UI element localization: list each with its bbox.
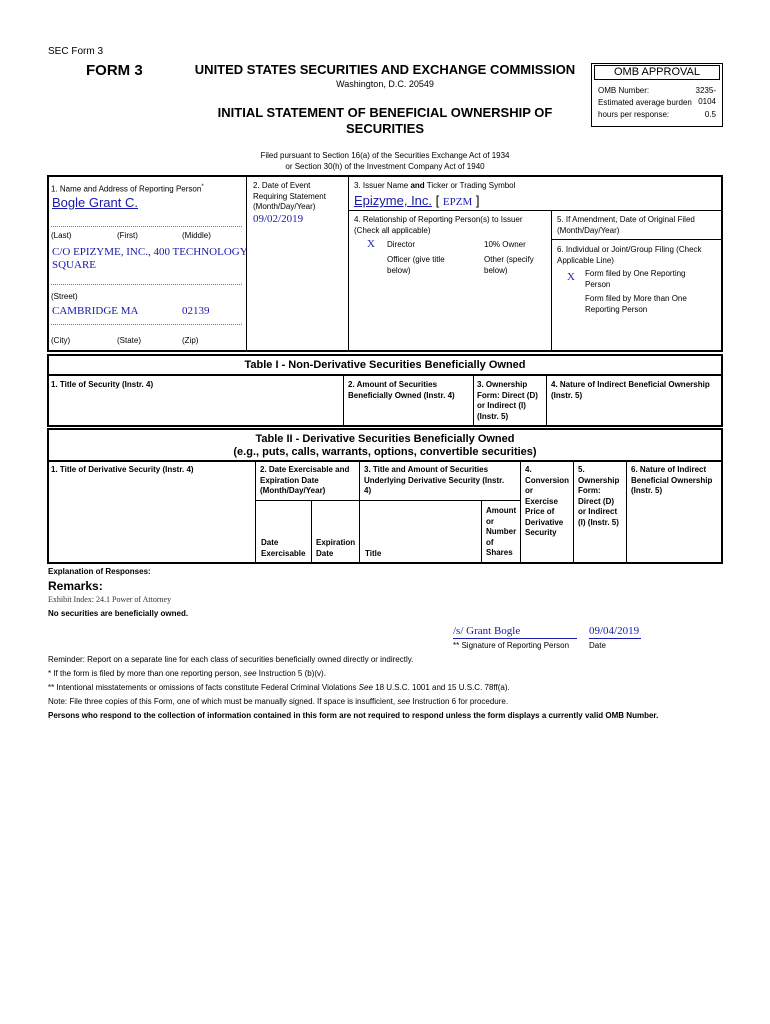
officer-label: Officer (give title below) bbox=[387, 255, 445, 275]
address-line2: SQUARE bbox=[52, 259, 97, 271]
table-2-sub-title: Title bbox=[365, 549, 382, 558]
omb-hours-value: 0.5 bbox=[704, 110, 716, 119]
table-2-col-nature: 6. Nature of Indirect Beneficial Ownership (Instr. 5) bbox=[631, 465, 713, 495]
street-label: (Street) bbox=[51, 292, 78, 301]
table-1-col-amount: 2. Amount of Securities Beneficially Owned (Instr. 4) bbox=[348, 380, 455, 400]
agency-title: UNITED STATES SECURITIES AND EXCHANGE COMMISSION bbox=[194, 62, 576, 77]
form-number: FORM 3 bbox=[86, 62, 143, 79]
ten-percent-owner-label: 10% Owner bbox=[484, 240, 526, 249]
other-label: Other (specify below) bbox=[484, 255, 534, 275]
table-2-col-ownership: 5. Ownership Form: Direct (D) or Indirect (I) (Instr. 5) bbox=[578, 465, 620, 527]
director-check-mark[interactable]: X bbox=[367, 238, 375, 250]
table-2-col-title: 1. Title of Derivative Security (Instr. 4) bbox=[51, 465, 194, 474]
relationship-label2: (Check all applicable) bbox=[354, 225, 431, 235]
table-1-col-ownership: 3. Ownership Form: Direct (D) or Indirect (I) (Instr. 5) bbox=[477, 380, 538, 421]
filed-by-one-check-mark[interactable]: X bbox=[567, 271, 575, 283]
filing-type-label: 6. Individual or Joint/Group Filing (Check Applicable Line) bbox=[557, 245, 702, 265]
signature-label: ** Signature of Reporting Person bbox=[453, 641, 570, 650]
signature: /s/ Grant Bogle bbox=[453, 625, 521, 637]
table-2-col-conversion: 4. Conversion or Exercise Price of Derivative Security bbox=[525, 465, 570, 537]
event-date-label3: (Month/Day/Year) bbox=[253, 202, 316, 211]
omb-number-label: OMB Number: bbox=[598, 86, 650, 95]
omb-notice: Persons who respond to the collection of information contained in this form are not required to respond unless the form displays a currently valid OMB Number. bbox=[48, 711, 659, 720]
filed-pursuant-line2: or Section 30(h) of the Investment Company Act of 1940 bbox=[285, 161, 485, 171]
issuer-name-line: Epizyme, Inc. [ EPZM ] bbox=[354, 193, 480, 208]
table-2-col-underlying: 3. Title and Amount of Securities Underlying Derivative Security (Instr. 4) bbox=[364, 465, 505, 495]
omb-hours-label: hours per response: bbox=[598, 110, 670, 119]
table-1-col-title: 1. Title of Security (Instr. 4) bbox=[51, 380, 154, 389]
director-label: Director bbox=[387, 240, 416, 249]
signature-date: 09/04/2019 bbox=[589, 625, 640, 637]
state-label: (State) bbox=[117, 336, 142, 345]
omb-number-value: 3235-0104 bbox=[695, 86, 716, 106]
sec-form-label: SEC Form 3 bbox=[48, 46, 104, 57]
filed-pursuant bbox=[185, 151, 585, 172]
table-1-col-nature: 4. Nature of Indirect Beneficial Ownership (Instr. 5) bbox=[551, 380, 710, 400]
reporting-zip: 02139 bbox=[182, 305, 210, 317]
explanation-label: Explanation of Responses: bbox=[48, 567, 151, 576]
table-2-sub-expiration: Expiration Date bbox=[316, 538, 356, 558]
note-misstatements: ** Intentional misstatements or omissions of facts constitute Federal Criminal Violations See 18 U.S.C. 1001 and 15 U.S.C. 78ff(a). bbox=[48, 683, 510, 692]
exhibit-index: Exhibit Index: 24.1 Power of Attorney bbox=[48, 595, 172, 604]
reporting-person-name[interactable]: Bogle Grant C. bbox=[52, 195, 138, 210]
event-date-value: 09/02/2019 bbox=[253, 213, 304, 225]
event-date-label bbox=[253, 181, 326, 213]
relationship-label bbox=[354, 215, 523, 236]
event-date-label2: Requiring Statement bbox=[253, 191, 326, 201]
omb-title: OMB APPROVAL bbox=[594, 65, 720, 80]
remarks-label: Remarks: bbox=[48, 579, 103, 593]
reporting-person-label: 1. Name and Address of Reporting Person* bbox=[51, 184, 204, 194]
reminder-note: Reminder: Report on a separate line for each class of securities beneficially owned directly or indirectly. bbox=[48, 655, 414, 664]
issuer-label: 3. Issuer Name and Ticker or Trading Symbol bbox=[354, 181, 516, 190]
table-2-sub-amount: Amount or Number of Shares bbox=[486, 506, 517, 557]
filed-by-more-label: Form filed by More than One Reporting Person bbox=[585, 294, 687, 314]
form-title bbox=[185, 105, 585, 137]
agency-location: Washington, D.C. 20549 bbox=[336, 79, 434, 89]
filed-pursuant-line1: Filed pursuant to Section 16(a) of the Securities Exchange Act of 1934 bbox=[260, 151, 510, 160]
signature-date-label: Date bbox=[589, 641, 606, 650]
reporting-address bbox=[52, 246, 248, 272]
form-title-line2: SECURITIES bbox=[345, 121, 424, 136]
table-2-title: Table II - Derivative Securities Beneficially Owned (e.g., puts, calls, warrants, options, convertible securities) bbox=[233, 433, 537, 458]
city-label: (City) bbox=[51, 336, 71, 345]
note-multiple-reporting: * If the form is filed by more than one reporting person, see Instruction 5 (b)(v). bbox=[48, 669, 326, 678]
event-date-label1: 2. Date of Event bbox=[253, 181, 311, 190]
table-2-col-date: 2. Date Exercisable and Expiration Date (Month/Day/Year) bbox=[260, 465, 350, 495]
table-1-title: Table I - Non-Derivative Securities Beneficially Owned bbox=[244, 359, 526, 371]
last-label: (Last) bbox=[51, 231, 72, 240]
form-title-line1: INITIAL STATEMENT OF BENEFICIAL OWNERSHIP OF bbox=[217, 105, 553, 120]
filed-by-one-label: Form filed by One Reporting Person bbox=[585, 269, 686, 289]
relationship-label1: 4. Relationship of Reporting Person(s) to Issuer bbox=[354, 215, 523, 224]
address-line1: C/O EPIZYME, INC., 400 TECHNOLOGY bbox=[52, 246, 248, 258]
first-label: (First) bbox=[117, 231, 138, 240]
issuer-name[interactable]: Epizyme, Inc. bbox=[354, 193, 433, 208]
omb-burden-label: Estimated average burden bbox=[598, 98, 692, 107]
issuer-ticker: EPZM bbox=[442, 196, 473, 208]
note-copies: Note: File three copies of this Form, one of which must be manually signed. If space is insufficient, see Instruction 6 for procedure. bbox=[48, 697, 509, 706]
zip-label: (Zip) bbox=[182, 336, 199, 345]
amendment-label: 5. If Amendment, Date of Original Filed (Month/Day/Year) bbox=[557, 215, 695, 235]
table-2-sub-date-exercisable: Date Exercisable bbox=[261, 538, 306, 558]
reporting-city: CAMBRIDGE MA bbox=[52, 305, 139, 317]
middle-label: (Middle) bbox=[182, 231, 211, 240]
no-securities-remark: No securities are beneficially owned. bbox=[48, 609, 189, 618]
